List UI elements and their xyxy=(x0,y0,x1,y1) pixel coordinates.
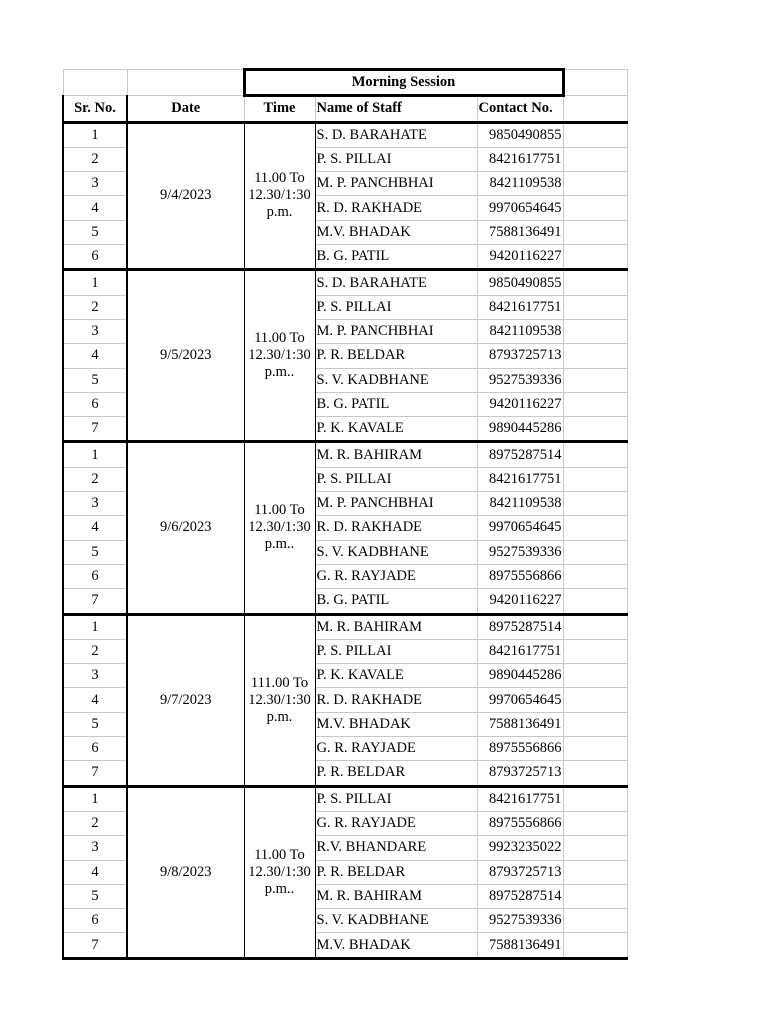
blank-cell xyxy=(563,664,627,688)
blank-cell xyxy=(563,442,627,467)
sr-no-cell: 2 xyxy=(63,147,127,171)
staff-name-cell: P. K. KAVALE xyxy=(315,664,477,688)
staff-name-cell: M. P. PANCHBHAI xyxy=(315,492,477,516)
sr-no-cell: 6 xyxy=(63,564,127,588)
blank-cell xyxy=(563,417,627,442)
contact-cell: 8975556866 xyxy=(477,811,563,835)
blank-cell xyxy=(563,540,627,564)
contact-cell: 9527539336 xyxy=(477,540,563,564)
header-sr-no: Sr. No. xyxy=(63,96,127,122)
contact-cell: 8421617751 xyxy=(477,467,563,491)
blank-cell xyxy=(563,761,627,786)
blank-cell xyxy=(563,811,627,835)
blank-cell xyxy=(563,836,627,860)
sr-no-cell: 4 xyxy=(63,860,127,884)
contact-cell: 7588136491 xyxy=(477,933,563,958)
sr-no-cell: 7 xyxy=(63,589,127,614)
contact-cell: 9850490855 xyxy=(477,270,563,295)
contact-cell: 8975287514 xyxy=(477,614,563,639)
staff-name-cell: R. D. RAKHADE xyxy=(315,516,477,540)
sr-no-cell: 6 xyxy=(63,245,127,270)
contact-cell: 8421617751 xyxy=(477,639,563,663)
contact-cell: 9527539336 xyxy=(477,368,563,392)
time-cell: 11.00 To 12.30/1:30 p.m.. xyxy=(244,786,315,958)
blank-cell xyxy=(563,392,627,416)
staff-name-cell: S. D. BARAHATE xyxy=(315,122,477,147)
staff-name-cell: M. P. PANCHBHAI xyxy=(315,319,477,343)
contact-cell: 9527539336 xyxy=(477,909,563,933)
blank-cell xyxy=(563,909,627,933)
staff-name-cell: M. P. PANCHBHAI xyxy=(315,172,477,196)
sr-no-cell: 5 xyxy=(63,884,127,908)
staff-name-cell: P. S. PILLAI xyxy=(315,467,477,491)
contact-cell: 8793725713 xyxy=(477,344,563,368)
date-cell: 9/5/2023 xyxy=(127,270,244,442)
sr-no-cell: 4 xyxy=(63,516,127,540)
sr-no-cell: 3 xyxy=(63,319,127,343)
sr-no-cell: 7 xyxy=(63,933,127,958)
table-row xyxy=(63,442,627,467)
table-row xyxy=(63,786,627,811)
header-date: Date xyxy=(127,96,244,122)
contact-cell: 9420116227 xyxy=(477,589,563,614)
sr-no-cell: 2 xyxy=(63,811,127,835)
staff-name-cell: M.V. BHADAK xyxy=(315,933,477,958)
header-contact: Contact No. xyxy=(477,96,563,122)
staff-name-cell: P. S. PILLAI xyxy=(315,295,477,319)
staff-name-cell: B. G. PATIL xyxy=(315,245,477,270)
blank-cell xyxy=(563,688,627,712)
sr-no-cell: 7 xyxy=(63,417,127,442)
blank-cell xyxy=(563,368,627,392)
date-cell: 9/8/2023 xyxy=(127,786,244,958)
staff-name-cell: R.V. BHANDARE xyxy=(315,836,477,860)
contact-cell: 8975556866 xyxy=(477,564,563,588)
roster-body xyxy=(63,122,627,958)
sr-no-cell: 2 xyxy=(63,295,127,319)
blank-cell xyxy=(563,245,627,270)
header-time: Time xyxy=(244,96,315,122)
contact-cell: 7588136491 xyxy=(477,220,563,244)
blank-cell xyxy=(563,270,627,295)
sr-no-cell: 1 xyxy=(63,270,127,295)
time-cell: 11.00 To 12.30/1:30 p.m.. xyxy=(244,270,315,442)
blank-cell xyxy=(563,295,627,319)
blank-cell xyxy=(563,737,627,761)
staff-name-cell: P. S. PILLAI xyxy=(315,786,477,811)
sr-no-cell: 5 xyxy=(63,540,127,564)
staff-name-cell: P. K. KAVALE xyxy=(315,417,477,442)
blank-cell xyxy=(563,344,627,368)
blank-cell xyxy=(563,172,627,196)
duty-roster-sheet xyxy=(62,68,628,960)
blank-cell xyxy=(563,319,627,343)
blank-cell xyxy=(563,860,627,884)
blank-cell xyxy=(563,564,627,588)
staff-name-cell: M.V. BHADAK xyxy=(315,712,477,736)
staff-name-cell: P. R. BELDAR xyxy=(315,860,477,884)
sr-no-cell: 1 xyxy=(63,614,127,639)
sr-no-cell: 3 xyxy=(63,172,127,196)
sr-no-cell: 2 xyxy=(63,639,127,663)
sr-no-cell: 2 xyxy=(63,467,127,491)
time-cell: 11.00 To 12.30/1:30 p.m. xyxy=(244,122,315,270)
staff-name-cell: G. R. RAYJADE xyxy=(315,564,477,588)
blank-cell xyxy=(563,96,627,122)
sr-no-cell: 5 xyxy=(63,712,127,736)
sr-no-cell: 4 xyxy=(63,688,127,712)
blank-cell xyxy=(563,467,627,491)
blank-cell xyxy=(563,122,627,147)
staff-name-cell: P. S. PILLAI xyxy=(315,639,477,663)
blank-cell xyxy=(563,196,627,220)
contact-cell: 8421109538 xyxy=(477,492,563,516)
blank-cell xyxy=(563,589,627,614)
blank-cell xyxy=(563,884,627,908)
contact-cell: 8421617751 xyxy=(477,295,563,319)
staff-name-cell: G. R. RAYJADE xyxy=(315,737,477,761)
sr-no-cell: 7 xyxy=(63,761,127,786)
contact-cell: 8421109538 xyxy=(477,172,563,196)
contact-cell: 8793725713 xyxy=(477,761,563,786)
staff-name-cell: M. R. BAHIRAM xyxy=(315,442,477,467)
sr-no-cell: 1 xyxy=(63,122,127,147)
blank-cell xyxy=(563,492,627,516)
staff-name-cell: P. S. PILLAI xyxy=(315,147,477,171)
contact-cell: 9420116227 xyxy=(477,392,563,416)
sr-no-cell: 3 xyxy=(63,664,127,688)
table-row xyxy=(63,122,627,147)
blank-cell xyxy=(563,639,627,663)
staff-name-cell: P. R. BELDAR xyxy=(315,344,477,368)
table-row xyxy=(63,270,627,295)
staff-name-cell: R. D. RAKHADE xyxy=(315,196,477,220)
contact-cell: 8793725713 xyxy=(477,860,563,884)
sr-no-cell: 3 xyxy=(63,836,127,860)
contact-cell: 8421617751 xyxy=(477,786,563,811)
contact-cell: 7588136491 xyxy=(477,712,563,736)
sr-no-cell: 3 xyxy=(63,492,127,516)
blank-cell xyxy=(563,220,627,244)
blank-cell xyxy=(563,614,627,639)
session-title: Morning Session xyxy=(244,70,563,96)
contact-cell: 8975287514 xyxy=(477,442,563,467)
blank-cell xyxy=(127,70,244,96)
contact-cell: 9850490855 xyxy=(477,122,563,147)
sr-no-cell: 1 xyxy=(63,786,127,811)
header-row xyxy=(63,96,627,122)
sr-no-cell: 5 xyxy=(63,368,127,392)
blank-cell xyxy=(563,70,627,96)
sr-no-cell: 6 xyxy=(63,392,127,416)
contact-cell: 9970654645 xyxy=(477,688,563,712)
session-title-row xyxy=(63,70,627,96)
staff-name-cell: S. V. KADBHANE xyxy=(315,909,477,933)
staff-name-cell: S. V. KADBHANE xyxy=(315,540,477,564)
contact-cell: 8421617751 xyxy=(477,147,563,171)
contact-cell: 8975287514 xyxy=(477,884,563,908)
date-cell: 9/4/2023 xyxy=(127,122,244,270)
contact-cell: 9970654645 xyxy=(477,516,563,540)
sr-no-cell: 5 xyxy=(63,220,127,244)
contact-cell: 8975556866 xyxy=(477,737,563,761)
time-cell: 111.00 To 12.30/1:30 p.m. xyxy=(244,614,315,786)
roster-table xyxy=(62,68,628,960)
blank-cell xyxy=(563,786,627,811)
staff-name-cell: S. V. KADBHANE xyxy=(315,368,477,392)
contact-cell: 9890445286 xyxy=(477,417,563,442)
sr-no-cell: 4 xyxy=(63,196,127,220)
staff-name-cell: M.V. BHADAK xyxy=(315,220,477,244)
staff-name-cell: S. D. BARAHATE xyxy=(315,270,477,295)
contact-cell: 9970654645 xyxy=(477,196,563,220)
blank-cell xyxy=(563,933,627,958)
staff-name-cell: B. G. PATIL xyxy=(315,392,477,416)
contact-cell: 9420116227 xyxy=(477,245,563,270)
staff-name-cell: B. G. PATIL xyxy=(315,589,477,614)
blank-cell xyxy=(563,712,627,736)
date-cell: 9/7/2023 xyxy=(127,614,244,786)
header-name: Name of Staff xyxy=(315,96,477,122)
blank-cell xyxy=(563,516,627,540)
staff-name-cell: G. R. RAYJADE xyxy=(315,811,477,835)
table-row xyxy=(63,614,627,639)
staff-name-cell: P. R. BELDAR xyxy=(315,761,477,786)
contact-cell: 9890445286 xyxy=(477,664,563,688)
blank-cell xyxy=(563,147,627,171)
contact-cell: 9923235022 xyxy=(477,836,563,860)
blank-cell xyxy=(63,70,127,96)
date-cell: 9/6/2023 xyxy=(127,442,244,614)
staff-name-cell: M. R. BAHIRAM xyxy=(315,884,477,908)
staff-name-cell: R. D. RAKHADE xyxy=(315,688,477,712)
time-cell: 11.00 To 12.30/1:30 p.m.. xyxy=(244,442,315,614)
sr-no-cell: 6 xyxy=(63,909,127,933)
sr-no-cell: 6 xyxy=(63,737,127,761)
contact-cell: 8421109538 xyxy=(477,319,563,343)
staff-name-cell: M. R. BAHIRAM xyxy=(315,614,477,639)
sr-no-cell: 1 xyxy=(63,442,127,467)
sr-no-cell: 4 xyxy=(63,344,127,368)
